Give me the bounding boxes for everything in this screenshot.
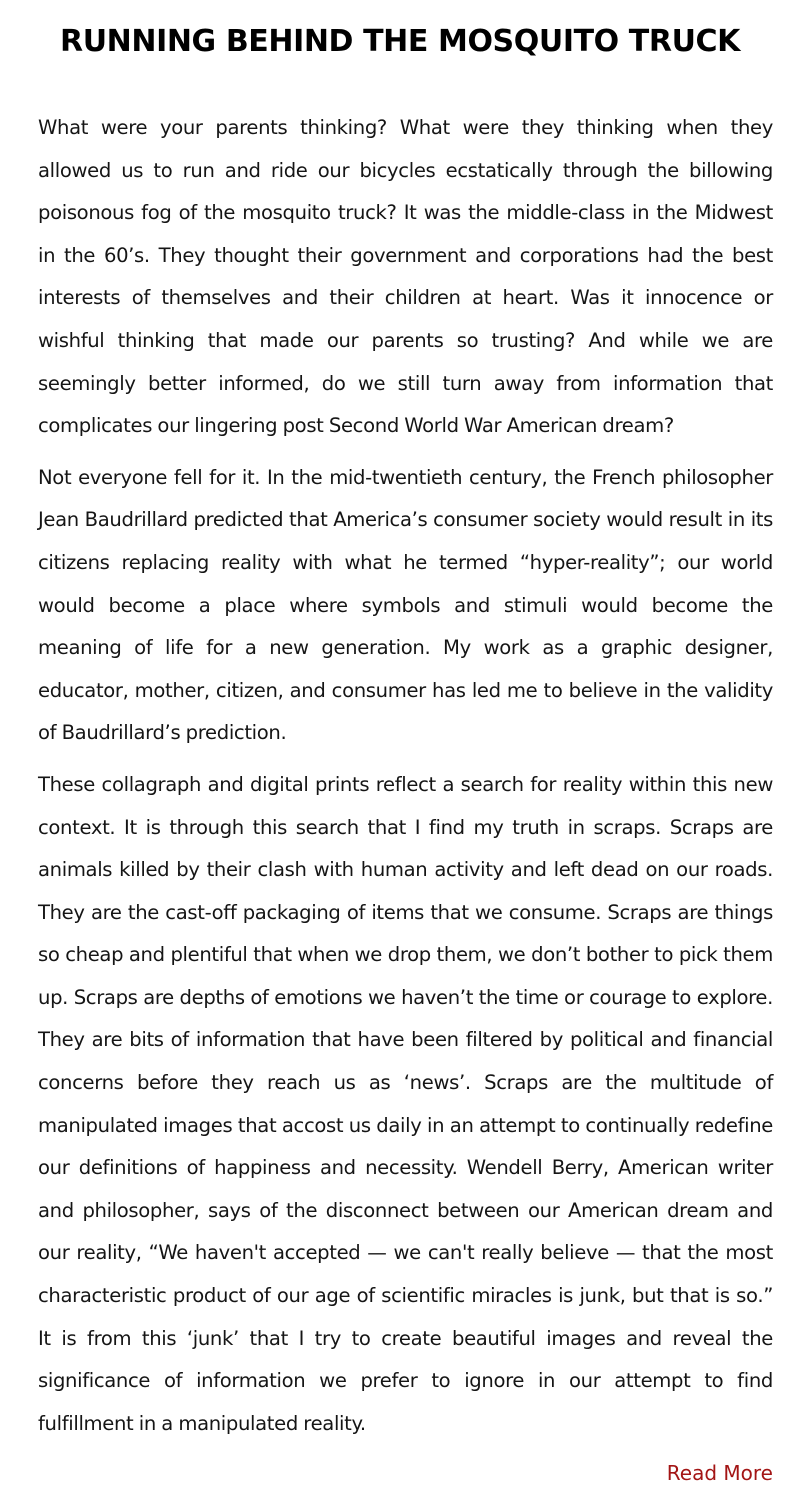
read-more-link[interactable]: Read More <box>666 1461 773 1485</box>
essay-paragraph-1: What were your parents thinking? What were they thinking when they allowed us to run and ride our bicycles ecstatically through the billowing poisonous fog of the mosquito truck? It was the middle-class in the Midwest in the 60’s. They thought their government and corporations had the best interests of themselves and their children at heart. Was it innocence or wishful thinking that made our parents so trusting? And while we are seemingly better informed, do we still turn away from information that complicates our lingering post Second World War American dream? <box>38 116 773 438</box>
essay-paragraph-3: These collagraph and digital prints reflect a search for reality within this new context. It is through this search that I find my truth in scraps. Scraps are animals killed by their clash with human activity and left dead on our roads. They are the cast-off packaging of items that we consume. Scraps are things so cheap and plentiful that when we drop them, we don’t bother to pick them up. Scraps are depths of emotions we haven’t the time or courage to explore. They are bits of information that have been filtered by political and financial concerns before they reach us as ‘news’. Scraps are the multitude of manipulated images that accost us daily in an attempt to continually redefine our definitions of happiness and necessity. Wendell Berry, American writer and philosopher, says of the disconnect between our American dream and our reality, “We haven't accepted — we can't really believe — that the most characteristic product of our age of scientific miracles is junk, but that is so.” It is from this ‘junk’ that I try to create beautiful images and reveal the significance of information we prefer to ignore in our attempt to find fulfillment in a manipulated reality. <box>38 772 773 1435</box>
essay-body <box>38 107 773 1454</box>
page-title: RUNNING BEHIND THE MOSQUITO TRUCK <box>60 24 740 59</box>
essay-paragraph-2: Not everyone fell for it. In the mid-twentieth century, the French philosopher Jean Baudrillard predicted that America’s consumer society would result in its citizens replacing reality with what he termed “hyper-reality”; our world would become a place where symbols and stimuli would become the meaning of life for a new generation. My work as a graphic designer, educator, mother, citizen, and consumer has led me to believe in the validity of Baudrillard’s prediction. <box>38 465 773 745</box>
